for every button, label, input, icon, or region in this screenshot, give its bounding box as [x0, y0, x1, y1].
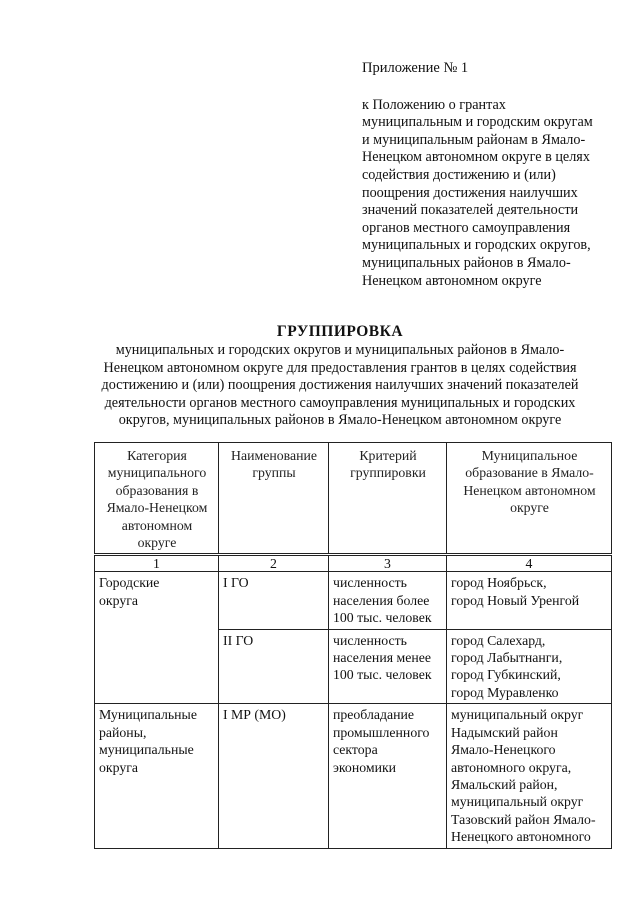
group-cell: I ГО	[219, 572, 329, 629]
table-header-row	[95, 443, 612, 555]
appendix-line: поощрения достижения наилучших	[362, 184, 578, 201]
appendix-line: Ненецком автономном округе в целях	[362, 149, 590, 166]
group-cell: II ГО	[219, 629, 329, 704]
category-cell: Городские округа	[95, 572, 219, 704]
criterion-cell: численность населения менее 100 тыс. человек	[329, 629, 447, 704]
appendix-number: Приложение № 1	[362, 60, 469, 76]
criterion-cell: численность населения более 100 тыс. человек	[329, 572, 447, 629]
appendix-line: содействия достижению и (или)	[362, 166, 556, 183]
column-number: 3	[329, 555, 447, 572]
appendix-block	[362, 60, 624, 290]
appendix-line: значений показателей деятельности	[362, 202, 579, 219]
table-row	[95, 704, 612, 848]
document-title: ГРУППИРОВКА	[276, 323, 404, 340]
subtitle-line: округов, муниципальных районов в Ямало-Ненецком автономном округе	[118, 412, 562, 429]
column-number-row	[95, 555, 612, 572]
subtitle-line: Ненецком автономном округе для предоставления грантов в целях содействия	[103, 359, 577, 376]
appendix-line: муниципальных и городских округов,	[362, 237, 591, 254]
column-number: 4	[447, 555, 612, 572]
subtitle-line: достижению и (или) поощрения достижения наилучших значений показателей	[101, 377, 579, 394]
header-group-name: Наименование группы	[219, 443, 329, 555]
entities-cell: муниципальный округ Надымский район Ямало-Ненецкого автономного округа, Ямальский район, муниципальный округ Тазовский район Ямало- Ненецкого автономного	[447, 704, 612, 848]
appendix-line: органов местного самоуправления	[362, 219, 571, 236]
subtitle-line: муниципальных и городских округов и муниципальных районов в Ямало-	[115, 342, 565, 358]
appendix-text	[362, 97, 624, 291]
table-row	[95, 572, 612, 629]
criterion-cell: преобладание промышленного сектора экономики	[329, 704, 447, 848]
appendix-line: и муниципальным районам в Ямало-	[362, 131, 586, 148]
grouping-table	[94, 442, 612, 849]
group-cell: I МР (МО)	[219, 704, 329, 848]
document-heading	[60, 322, 620, 430]
appendix-line: Ненецком автономном округе	[362, 272, 542, 289]
appendix-line: к Положению о грантах	[362, 96, 506, 113]
header-criterion: Критерий группировки	[329, 443, 447, 555]
subtitle-line: деятельности органов местного самоуправления муниципальных и городских	[104, 394, 576, 411]
header-municipal-entity: Муниципальное образование в Ямало- Ненецком автономном округе	[447, 443, 612, 555]
entities-cell: город Салехард, город Лабытнанги, город Губкинский, город Муравленко	[447, 629, 612, 704]
column-number: 2	[219, 555, 329, 572]
document-subtitle	[60, 342, 620, 430]
category-cell: Муниципальные районы, муниципальные округа	[95, 704, 219, 848]
appendix-line: муниципальным и городским округам	[362, 114, 593, 131]
appendix-line: муниципальных районов в Ямало-	[362, 254, 571, 271]
column-number: 1	[95, 555, 219, 572]
entities-cell: город Ноябрьск, город Новый Уренгой	[447, 572, 612, 629]
header-category: Категория муниципального образования в Ямало-Ненецком автономном округе	[95, 443, 219, 555]
